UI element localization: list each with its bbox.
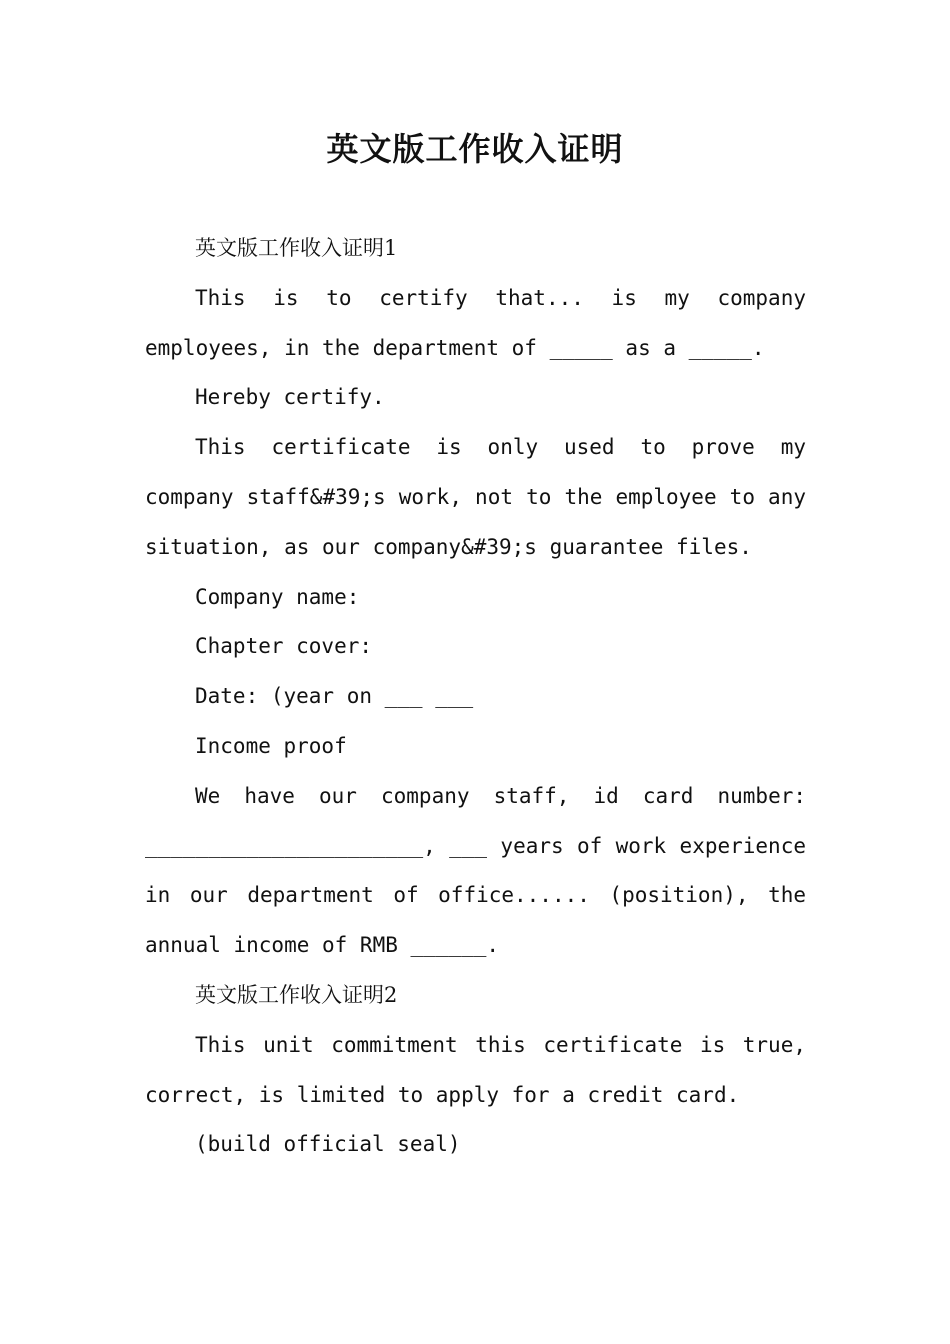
paragraph-certificate-usage: This certificate is only used to prove my company staff&#39;s work, not to the employee to any situation, as our company&#39;s guarantee files. [145, 435, 806, 559]
date-line: Date: (year on ___ ___ [195, 684, 474, 709]
section-heading-2: 英文版工作收入证明2 [195, 982, 398, 1007]
chapter-cover-line: Chapter cover: [195, 634, 373, 659]
document-title: 英文版工作收入证明 [326, 130, 624, 168]
company-name-line: Company name: [195, 584, 360, 609]
income-proof-heading: Income proof [195, 733, 347, 758]
paragraph-certify-employee: This is to certify that... is my company employees, in the department of _____ as a _____. [145, 285, 806, 360]
section-heading-1: 英文版工作收入证明1 [195, 236, 398, 260]
document-body [145, 224, 806, 1170]
official-seal-line: (build official seal) [195, 1132, 461, 1157]
paragraph-income-details: We have our company staff, id card number: ______________________, ___ years of work experience in our department of office...... (position), the annual income of RMB ______. [145, 783, 806, 958]
paragraph-unit-commitment: This unit commitment this certificate is true, correct, is limited to apply for a credit card. [145, 1032, 806, 1107]
paragraph-hereby-certify: Hereby certify. [195, 385, 385, 410]
